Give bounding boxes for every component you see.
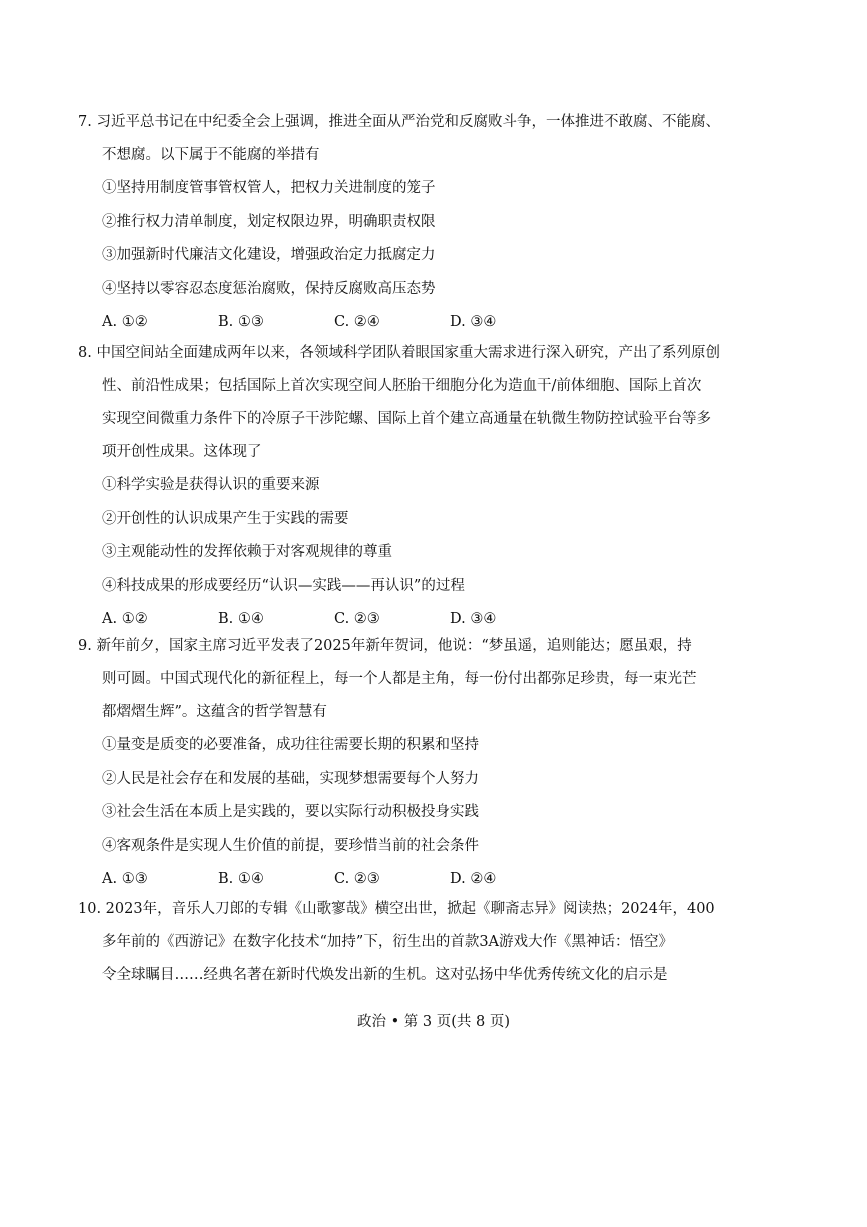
choice-d: D. ③④: [450, 314, 497, 330]
choice-b: B. ①③: [218, 314, 264, 330]
stem-line: 项开创性成果。这体现了: [102, 444, 262, 460]
question-stem: [78, 337, 778, 469]
option-statement: ④坚持以零容忍态度惩治腐败，保持反腐败高压态势: [102, 280, 436, 297]
question-stem: [78, 630, 778, 729]
choice-c: C. ②③: [334, 611, 380, 627]
choice-d: D. ③④: [450, 611, 497, 627]
choice-a: A. ①②: [102, 314, 148, 330]
option-statement: ④科技成果的形成要经历“认识—实践——再认识”的过程: [102, 577, 465, 594]
stem-line: 9. 新年前夕，国家主席习近平发表了2025年新年贺词，他说：“梦虽遥，追则能达；愿虽艰，持: [78, 638, 692, 654]
stem-line: 多年前的《西游记》在数字化技术“加持”下，衍生出的首款3A游戏大作《黑神话：悟空》: [102, 934, 674, 950]
choice-c: C. ②③: [334, 871, 380, 887]
option-statement: ①坚持用制度管事管权管人，把权力关进制度的笼子: [102, 180, 436, 196]
stem-line: 不想腐。以下属于不能腐的举措有: [102, 147, 320, 163]
option-statement: ③加强新时代廉洁文化建设，增强政治定力抵腐定力: [102, 247, 436, 263]
option-statement: ②开创性的认识成果产生于实践的需要: [102, 510, 349, 527]
stem-line: 都熠熠生辉”。这蕴含的哲学智慧有: [102, 704, 327, 720]
question-10: [78, 893, 778, 992]
stem-line: 10. 2023年，音乐人刀郎的专辑《山歌寥哉》横空出世，掀起《聊斋志异》阅读热；2024年，400: [78, 901, 715, 917]
question-8: [78, 337, 778, 636]
stem-line: 性、前沿性成果；包括国际上首次实现空间人胚胎干细胞分化为造血干/前体细胞、国际上首次: [102, 378, 702, 394]
choice-d: D. ②④: [450, 871, 497, 887]
choice-b: B. ①④: [218, 611, 264, 627]
option-statement: ①科学实验是获得认识的重要来源: [102, 477, 320, 493]
choice-b: B. ①④: [218, 871, 264, 887]
question-9: [78, 630, 778, 896]
choice-c: C. ②④: [334, 314, 380, 330]
option-statement: ④客观条件是实现人生价值的前提，要珍惜当前的社会条件: [102, 837, 479, 854]
option-statement: ②人民是社会存在和发展的基础，实现梦想需要每个人努力: [102, 770, 479, 787]
question-stem: [78, 893, 778, 992]
answer-choices: [78, 306, 778, 339]
stem-line: 8. 中国空间站全面建成两年以来，各领域科学团队着眼国家重大需求进行深入研究，产出了系列原创: [78, 345, 720, 361]
answer-choices: [78, 863, 778, 896]
page-footer: 政治 • 第 3 页(共 8 页): [357, 1014, 510, 1030]
choice-a: A. ①②: [102, 611, 148, 627]
option-statement: ③主观能动性的发挥依赖于对客观规律的尊重: [102, 544, 392, 560]
option-statement: ①量变是质变的必要准备，成功往往需要长期的积累和坚持: [102, 737, 479, 753]
stem-line: 实现空间微重力条件下的冷原子干涉陀螺、国际上首个建立高通量在轨微生物防控试验平台等多: [102, 411, 711, 427]
choice-a: A. ①③: [102, 871, 148, 887]
stem-line: 7. 习近平总书记在中纪委全会上强调，推进全面从严治党和反腐败斗争，一体推进不敢腐、不能腐、: [78, 114, 720, 130]
stem-line: 则可圆。中国式现代化的新征程上，每一个人都是主角，每一份付出都弥足珍贵，每一束光芒: [102, 671, 697, 687]
question-7: [78, 106, 778, 339]
option-statement: ②推行权力清单制度，划定权限边界，明确职责权限: [102, 213, 436, 230]
question-stem: [78, 106, 778, 172]
stem-line: 令全球瞩目……经典名著在新时代焕发出新的生机。这对弘扬中华优秀传统文化的启示是: [102, 967, 668, 983]
option-statement: ③社会生活在本质上是实践的，要以实际行动积极投身实践: [102, 804, 479, 820]
